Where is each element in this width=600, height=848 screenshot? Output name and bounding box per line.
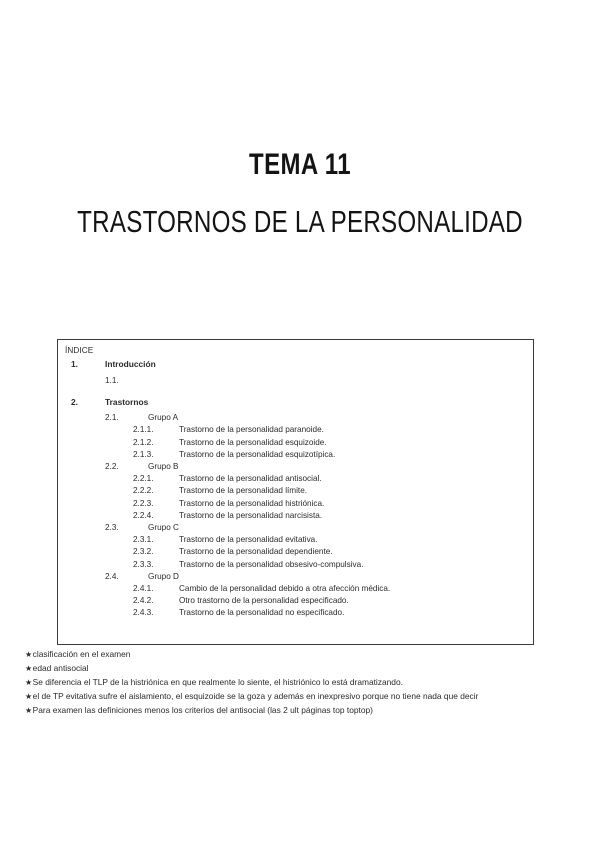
index-entry-number: 2.2.2. — [133, 486, 154, 496]
note-text: edad antisocial — [32, 662, 89, 673]
index-entry-number: 2.2.1. — [133, 474, 154, 484]
index-entry[interactable] — [65, 451, 533, 459]
page-subtitle: TRASTORNOS DE LA PERSONALIDAD — [77, 204, 523, 239]
index-entry[interactable] — [65, 561, 533, 569]
index-entry-number: 2.1.1. — [133, 425, 154, 435]
index-entry[interactable] — [65, 609, 533, 617]
index-entry[interactable] — [65, 377, 533, 385]
page-title: TEMA 11 — [249, 148, 351, 181]
index-entry-label: Trastorno de la personalidad obsesivo-compulsiva. — [179, 559, 364, 569]
index-entry-number: 2.4.2. — [133, 596, 154, 606]
index-entry-label: Trastorno de la personalidad no especificado. — [179, 608, 345, 618]
index-content — [58, 340, 533, 618]
index-entry[interactable] — [65, 524, 533, 532]
index-entry-label: Trastorno de la personalidad dependiente. — [179, 547, 333, 557]
index-entry-number: 2.3.2. — [133, 547, 154, 557]
index-entry-number: 2.4.3. — [133, 608, 154, 618]
index-entry[interactable] — [65, 536, 533, 544]
note-line — [25, 690, 577, 704]
index-entry-label: Grupo C — [148, 523, 179, 533]
title-block — [0, 148, 600, 239]
index-entry[interactable] — [65, 597, 533, 605]
index-entry-number: 2.4.1. — [133, 584, 154, 594]
note-line — [25, 662, 577, 676]
index-entry-label: Grupo A — [148, 413, 179, 423]
index-entry[interactable] — [65, 487, 533, 495]
index-entry-number: 1. — [71, 359, 78, 370]
star-bullet-icon: ★ — [25, 677, 33, 687]
index-entry-label: Trastorno de la personalidad histriónica. — [179, 498, 325, 508]
index-entry-label: Trastorno de la personalidad esquizoide. — [179, 437, 327, 447]
index-entry[interactable] — [65, 426, 533, 434]
index-entry[interactable] — [65, 512, 533, 520]
index-entry-list — [65, 360, 533, 617]
index-entry-label: Trastorno de la personalidad esquizotípica. — [179, 449, 336, 459]
star-bullet-icon: ★ — [25, 691, 33, 701]
index-entry-label: Grupo B — [148, 462, 179, 472]
star-bullet-icon: ★ — [25, 650, 33, 659]
index-entry-number: 1.1. — [105, 375, 119, 385]
note-line — [25, 704, 577, 718]
index-entry-label: Trastorno de la personalidad narcisista. — [179, 510, 323, 520]
index-entry-number: 2.2. — [105, 462, 119, 472]
index-heading: ÍNDICE — [65, 346, 94, 355]
index-entry-number: 2.1.3. — [133, 449, 154, 459]
index-entry-label: Trastorno de la personalidad antisocial. — [179, 474, 322, 484]
note-line — [25, 676, 577, 690]
index-entry[interactable] — [65, 414, 533, 422]
index-entry-label: Trastornos — [105, 396, 149, 407]
index-entry-number: 2.3.3. — [133, 559, 154, 569]
index-entry-label: Cambio de la personalidad debido a otra afección médica. — [179, 584, 391, 594]
index-entry-label: Trastorno de la personalidad evitativa. — [179, 535, 318, 545]
note-text: Se diferencia el TLP de la histriónica en que realmente lo siente, el histriónico lo está dramatizando. — [32, 676, 403, 687]
index-entry-number: 2.3.1. — [133, 535, 154, 545]
index-entry[interactable] — [65, 585, 533, 593]
index-entry-label: Otro trastorno de la personalidad especificado. — [179, 596, 349, 606]
index-entry[interactable] — [65, 475, 533, 483]
index-entry[interactable] — [65, 463, 533, 471]
index-entry-number: 2.4. — [105, 571, 119, 581]
index-entry-label: Trastorno de la personalidad paranoide. — [179, 425, 324, 435]
index-entry-number: 2.2.4. — [133, 510, 154, 520]
index-entry-label: Trastorno de la personalidad límite. — [179, 486, 308, 496]
index-entry-number: 2. — [71, 396, 78, 407]
star-bullet-icon: ★ — [25, 663, 33, 673]
index-box — [57, 339, 534, 645]
notes-list — [25, 648, 577, 718]
index-entry[interactable] — [65, 398, 533, 406]
index-entry-number: 2.3. — [105, 523, 119, 533]
notes-lines — [25, 648, 577, 718]
index-entry-label: Grupo D — [148, 571, 179, 581]
index-entry[interactable] — [65, 360, 533, 368]
index-entry-number: 2.1. — [105, 413, 119, 423]
note-text: el de TP evitativa sufre el aislamiento, el esquizoide se la goza y además en inexpresivo porque no tiene nada que decir — [32, 690, 479, 701]
star-bullet-icon: ★ — [25, 705, 33, 715]
index-entry[interactable] — [65, 500, 533, 508]
note-text: Para examen las definiciones menos los criterios del antisocial (las 2 ult páginas top toptop) — [32, 704, 373, 715]
index-entry-number: 2.2.3. — [133, 498, 154, 508]
index-entry[interactable] — [65, 548, 533, 556]
index-entry[interactable] — [65, 573, 533, 581]
index-entry-label: Introducción — [105, 359, 156, 370]
note-line — [25, 648, 577, 662]
index-entry-number: 2.1.2. — [133, 437, 154, 447]
index-entry[interactable] — [65, 439, 533, 447]
note-text: clasificación en el examen — [32, 649, 131, 659]
